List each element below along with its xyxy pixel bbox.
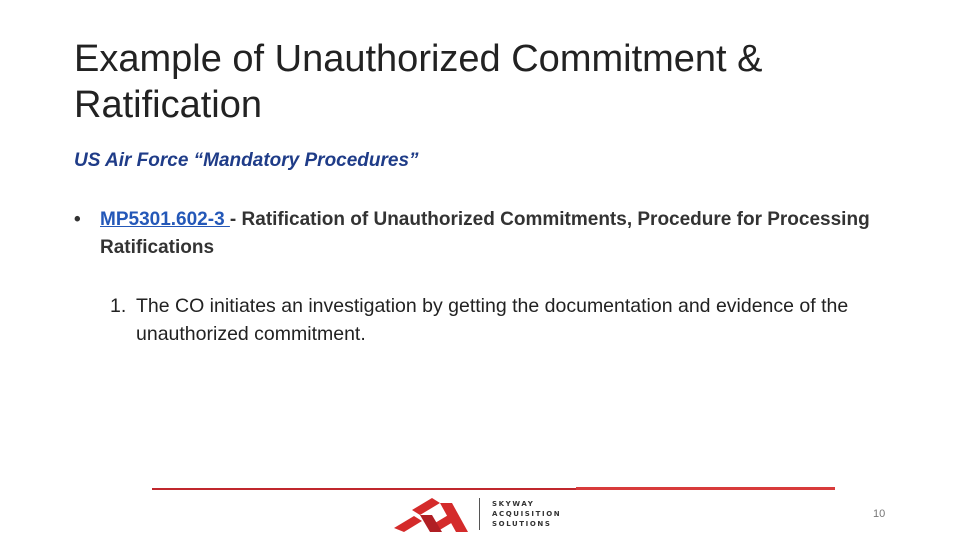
footer-rule-left bbox=[152, 488, 576, 490]
page-number: 10 bbox=[873, 508, 886, 520]
item-number: 1. bbox=[110, 295, 127, 317]
item-text: The CO initiates an investigation by getting the documentation and evidence of the unauthorized commitment. bbox=[136, 295, 849, 345]
company-logo bbox=[392, 494, 572, 536]
logo-line-3: SOLUTIONS bbox=[492, 520, 552, 528]
logo-divider bbox=[479, 498, 480, 530]
bullet-item bbox=[74, 206, 954, 262]
footer-rule-right bbox=[576, 487, 835, 490]
bullet-description: - Ratification of Unauthorized Commitments, Procedure for Processing Ratifications bbox=[100, 209, 870, 258]
slide-subtitle: US Air Force “Mandatory Procedures” bbox=[74, 150, 419, 171]
logo-line-2: ACQUISITION bbox=[492, 510, 562, 518]
bullet-marker: • bbox=[74, 209, 81, 230]
numbered-item bbox=[110, 292, 955, 348]
bullet-text bbox=[100, 206, 954, 262]
logo-mark-icon bbox=[392, 494, 470, 536]
logo-line-1: SKYWAY bbox=[492, 500, 535, 508]
mp5301-link[interactable]: MP5301.602-3 bbox=[100, 209, 230, 230]
slide-title: Example of Unauthorized Commitment & Ratification bbox=[74, 38, 763, 126]
logo-wordmark bbox=[492, 499, 561, 529]
